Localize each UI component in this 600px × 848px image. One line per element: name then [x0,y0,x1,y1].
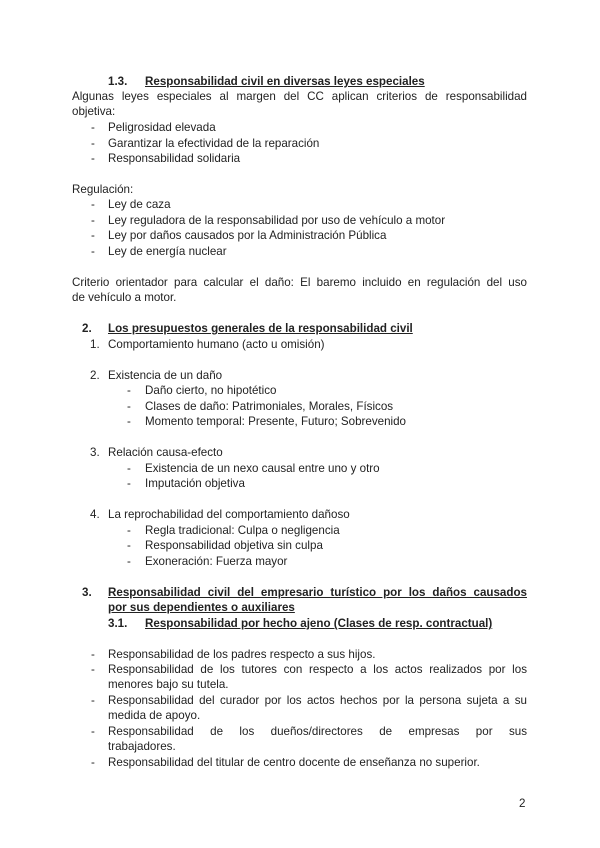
sub-item: Exoneración: Fuerza mayor [145,555,288,568]
law-item: Ley reguladora de la responsabilidad por uso de vehículo a motor [108,214,446,227]
section-3-title-line-1: Responsabilidad civil del empresario turístico por los daños causados [108,586,527,599]
bullet-dash: - [127,555,131,568]
numbered-item-label: Comportamiento humano (acto u omisión) [108,338,325,351]
intro-line-2: objetiva: [72,105,116,118]
section-2-number: 2. [82,322,92,335]
bullet-dash: - [91,229,95,242]
law-item: Ley de energía nuclear [108,245,227,258]
page-number: 2 [519,797,526,810]
bullet-dash: - [91,663,95,676]
sub-item: Regla tradicional: Culpa o negligencia [145,524,340,537]
numbered-item-number: 3. [90,446,100,459]
bullet-dash: - [91,648,95,661]
responsibility-item: Responsabilidad de los padres respecto a sus hijos. [108,648,376,661]
bullet-dash: - [127,384,131,397]
sub-item: Momento temporal: Presente, Futuro; Sobrevenido [145,415,406,428]
numbered-item-label: La reprochabilidad del comportamiento dañoso [108,508,350,521]
numbered-item-number: 1. [90,338,100,351]
bullet-dash: - [127,524,131,537]
section-3-title-line-2: por sus dependientes o auxiliares [108,601,295,614]
regulacion-label: Regulación: [72,183,134,196]
numbered-item-number: 2. [90,369,100,382]
criteria-item: Garantizar la efectividad de la reparación [108,137,320,150]
bullet-dash: - [91,694,95,707]
responsibility-item-cont: menores bajo su tutela. [108,678,229,691]
law-item: Ley por daños causados por la Administración Pública [108,229,387,242]
responsibility-item-cont: trabajadores. [108,740,176,753]
section-1-3-number: 1.3. [108,75,128,88]
bullet-dash: - [91,756,95,769]
numbered-item-number: 4. [90,508,100,521]
bullet-dash: - [91,152,95,165]
intro-line-1: Algunas leyes especiales al margen del CC aplican criterios de responsabilidad [72,90,527,103]
sub-item: Existencia de un nexo causal entre uno y otro [145,462,380,475]
numbered-item-label: Relación causa-efecto [108,446,223,459]
bullet-dash: - [127,477,131,490]
bullet-dash: - [127,415,131,428]
criteria-item: Responsabilidad solidaria [108,152,241,165]
sub-item: Responsabilidad objetiva sin culpa [145,539,323,552]
bullet-dash: - [127,400,131,413]
bullet-dash: - [91,121,95,134]
responsibility-item: Responsabilidad del curador por los actos hechos por la persona sujeta a su [108,694,527,707]
criteria-item: Peligrosidad elevada [108,121,216,134]
sub-item: Imputación objetiva [145,477,245,490]
criterio-line-2: de vehículo a motor. [72,291,177,304]
criterio-line-1: Criterio orientador para calcular el daño: El baremo incluido en regulación del uso [72,276,527,289]
responsibility-item-cont: medida de apoyo. [108,709,201,722]
responsibility-item: Responsabilidad del titular de centro docente de enseñanza no superior. [108,756,480,769]
section-3-number: 3. [82,586,92,599]
section-2-title: Los presupuestos generales de la responsabilidad civil [108,322,413,335]
responsibility-item: Responsabilidad de los dueños/directores de empresas por sus [108,725,527,738]
bullet-dash: - [127,539,131,552]
bullet-dash: - [91,214,95,227]
section-3-1-title: Responsabilidad por hecho ajeno (Clases de resp. contractual) [145,617,493,630]
section-3-1-number: 3.1. [108,617,128,630]
bullet-dash: - [91,198,95,211]
law-item: Ley de caza [108,198,171,211]
numbered-item-label: Existencia de un daño [108,369,223,382]
bullet-dash: - [91,725,95,738]
section-1-3-title: Responsabilidad civil en diversas leyes especiales [145,75,425,88]
responsibility-item: Responsabilidad de los tutores con respecto a los actos realizados por los [108,663,527,676]
bullet-dash: - [127,462,131,475]
bullet-dash: - [91,245,95,258]
sub-item: Daño cierto, no hipotético [145,384,277,397]
sub-item: Clases de daño: Patrimoniales, Morales, Físicos [145,400,394,413]
bullet-dash: - [91,137,95,150]
